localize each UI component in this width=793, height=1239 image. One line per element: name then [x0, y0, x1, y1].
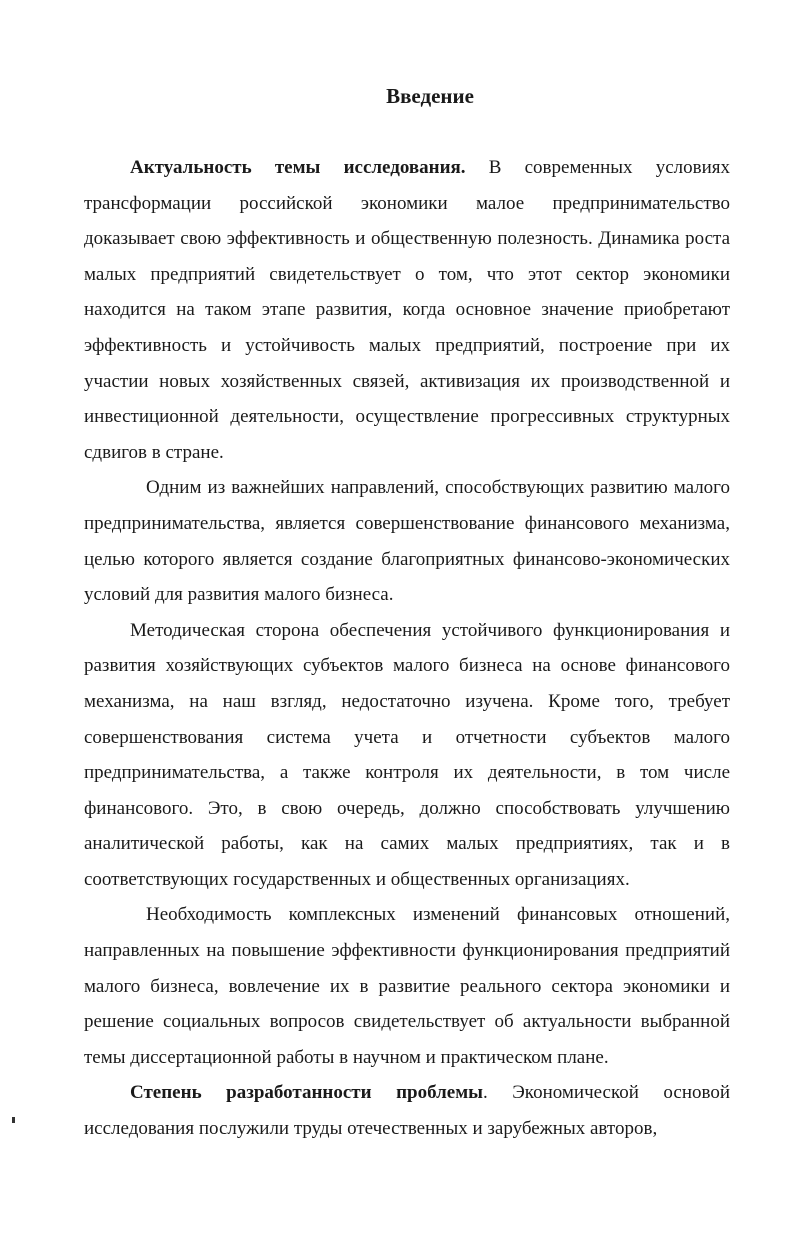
paragraph-methodology: [84, 613, 730, 898]
page-title: Введение: [386, 84, 474, 108]
paragraph-necessity: [84, 897, 730, 1075]
scan-artifact-mark: [12, 1117, 15, 1123]
paragraph-text-methodology: Методическая сторона обеспечения устойчивого функционирования и развития хозяйствующих субъектов малого бизнеса на основе финансового механизма, на наш взгляд, недостаточно изучена. Кроме того, требует совершенствования система учета и отчетности субъектов малого предпринимательства, а также контроля их деятельности, в том числе финансового. Это, в свою очередь, должно способствовать улучшению аналитической работы, как на самих малых предприятиях, так и в соответствующих государственных и общественных организациях.: [84, 619, 730, 890]
paragraph-development-degree: [84, 1075, 730, 1146]
paragraph-financial-mechanism: [84, 470, 730, 612]
paragraph-relevance: [84, 150, 730, 470]
paragraph-text-relevance: В современных условиях трансформации российской экономики малое предпринимательство доказывает свою эффективность и общественную полезность. Динамика роста малых предприятий свидетельствует о том, что этот сектор экономики находится на таком этапе развития, когда основное значение приобретают эффективность и устойчивость малых предприятий, построение при их участии новых хозяйственных связей, активизация их производственной и инвестиционной деятельности, осуществление прогрессивных структурных сдвигов в стране.: [84, 157, 730, 463]
paragraph-text-development-degree: . Экономической основой исследования послужили труды отечественных и зарубежных авторов,: [84, 1082, 730, 1140]
paragraph-lead-development-degree: Степень разработанности проблемы: [130, 1082, 483, 1104]
document-page: [84, 78, 730, 1147]
paragraph-text-financial-mechanism: Одним из важнейших направлений, способствующих развитию малого предпринимательства, является совершенствование финансового механизма, целью которого является создание благоприятных финансово-экономических условий для развития малого бизнеса.: [84, 477, 730, 606]
paragraph-text-necessity: Необходимость комплексных изменений финансовых отношений, направленных на повышение эффективности функционирования предприятий малого бизнеса, вовлечение их в развитие реального сектора экономики и решение социальных вопросов свидетельствует об актуальности выбранной темы диссертационной работы в научном и практическом плане.: [84, 904, 730, 1068]
paragraph-lead-relevance: Актуальность темы исследования.: [130, 157, 466, 178]
